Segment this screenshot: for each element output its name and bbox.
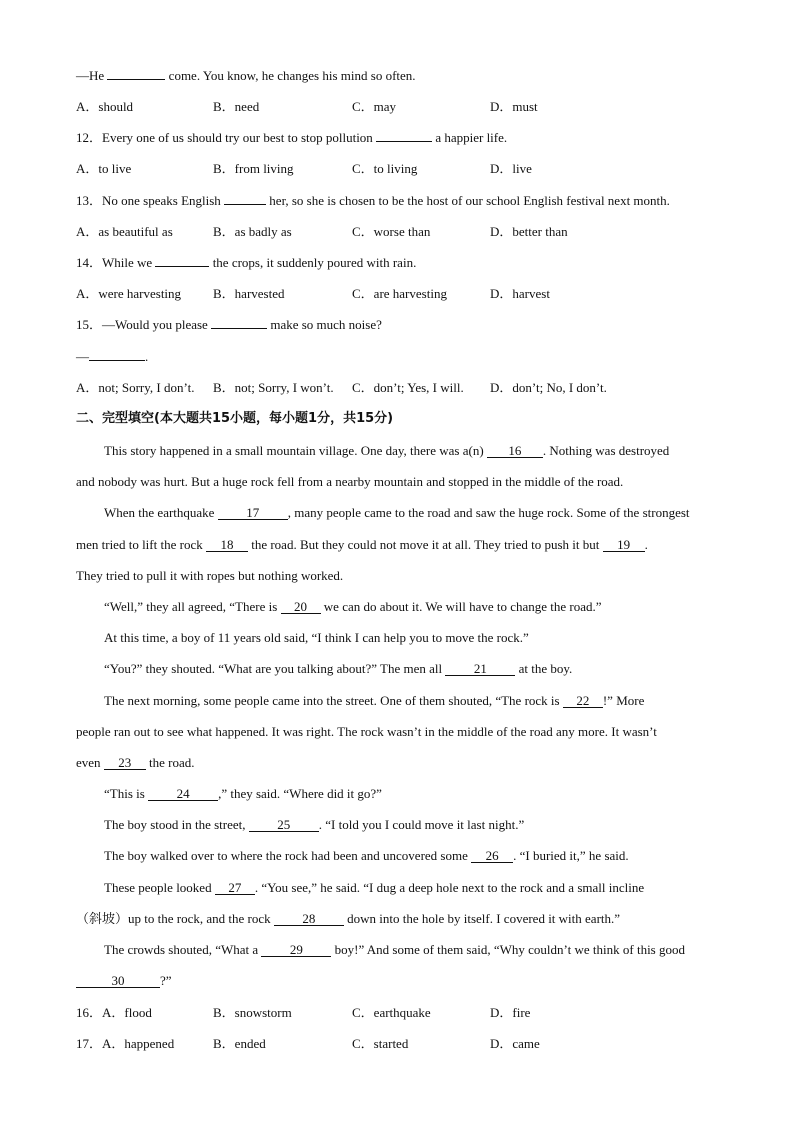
q13-option-c[interactable]: C．worse than [352, 224, 431, 239]
q15-option-b[interactable]: B．not; Sorry, I won’t. [213, 380, 334, 395]
passage-text: The boy walked over to where the rock had been and uncovered some [104, 848, 468, 863]
q11-dialog-after: come. You know, he changes his mind so often. [168, 68, 416, 83]
passage-text: the road. [149, 755, 195, 770]
passage-text: . “I buried it,” he said. [513, 848, 629, 863]
blank-21: 21 [445, 662, 515, 676]
q12-blank [376, 141, 432, 142]
q15-reply-after: . [145, 349, 149, 364]
passage-line [104, 942, 685, 958]
q14-option-c[interactable]: C．are harvesting [352, 286, 447, 301]
q15-stem [76, 317, 382, 333]
passage-line [76, 568, 343, 584]
passage-line [104, 817, 524, 833]
passage-line [76, 474, 623, 490]
passage-line [76, 911, 620, 927]
q14-stem-before: 14．While we [76, 255, 153, 270]
q14-option-b[interactable]: B．harvested [213, 286, 285, 301]
passage-text: ?” [160, 973, 172, 988]
blank-22: 22 [563, 694, 603, 708]
q15-stem-before: 15．—Would you please [76, 317, 208, 332]
q17-option-b[interactable]: B．ended [213, 1036, 266, 1051]
passage-line [104, 443, 669, 459]
q17-option-c[interactable]: C．started [352, 1036, 409, 1051]
passage-line [104, 880, 644, 896]
q11-dialog [76, 68, 416, 84]
passage-line [76, 755, 195, 771]
q15-option-d[interactable]: D．don’t; No, I don’t. [490, 380, 607, 395]
passage-line [104, 848, 629, 864]
passage-text: The next morning, some people came into the street. One of them shouted, “The rock is [104, 693, 560, 708]
passage-line [104, 786, 382, 802]
q12-option-d[interactable]: D．live [490, 161, 532, 176]
q16-option-c[interactable]: C．earthquake [352, 1005, 431, 1020]
passage-text: men tried to lift the rock [76, 537, 203, 552]
passage-text: . Nothing was destroyed [542, 443, 670, 458]
q11-option-a[interactable]: A．should [76, 99, 134, 114]
q13-stem-after: her, so she is chosen to be the host of our school English festival next month. [269, 193, 670, 208]
blank-29: 29 [261, 943, 331, 957]
q17-option-d[interactable]: D．came [490, 1036, 540, 1051]
q15-reply [76, 349, 148, 365]
passage-line [104, 661, 572, 677]
q12-stem [76, 130, 507, 146]
blank-18: 18 [206, 538, 248, 552]
passage-text: down into the hole by itself. I covered it with earth.” [347, 911, 621, 926]
passage-text: “This is [104, 786, 145, 801]
passage-text: we can do about it. We will have to change the road.” [323, 599, 602, 614]
passage-text: and nobody was hurt. But a huge rock fell from a nearby mountain and stopped in the middle of the road. [76, 474, 624, 489]
passage-text: The crowds shouted, “What a [104, 942, 259, 957]
blank-27: 27 [215, 881, 255, 895]
passage-text: The boy stood in the street, [104, 817, 246, 832]
blank-26: 26 [471, 849, 513, 863]
passage-line [104, 630, 529, 646]
passage-text: . “I told you I could move it last night.” [318, 817, 525, 832]
passage-text: boy!” And some of them said, “Why couldn’t we think of this good [334, 942, 685, 957]
q15-blank-1 [211, 328, 267, 329]
passage-line [104, 505, 690, 521]
passage-text: . [644, 537, 648, 552]
q13-option-a[interactable]: A．as beautiful as [76, 224, 173, 239]
passage-text: . “You see,” he said. “I dug a deep hole next to the rock and a small incline [254, 880, 645, 895]
passage-line [76, 724, 657, 740]
q14-stem [76, 255, 416, 271]
q16-option-b[interactable]: B．snowstorm [213, 1005, 292, 1020]
q15-option-c[interactable]: C．don’t; Yes, I will. [352, 380, 464, 395]
q11-blank [107, 79, 165, 80]
passage-text: at the boy. [518, 661, 573, 676]
passage-text: They tried to pull it with ropes but nothing worked. [76, 568, 344, 583]
blank-24: 24 [148, 787, 218, 801]
section-heading: 二、完型填空(本大题共15小题，每小题1分，共15分) [76, 411, 394, 426]
blank-19: 19 [603, 538, 645, 552]
q14-stem-after: the crops, it suddenly poured with rain. [212, 255, 417, 270]
q13-stem [76, 193, 670, 209]
passage-text: When the earthquake [104, 505, 215, 520]
blank-30: 30 [76, 974, 160, 988]
passage-text: , many people came to the road and saw the huge rock. Some of the strongest [287, 505, 690, 520]
passage-text: “You?” they shouted. “What are you talking about?” The men all [104, 661, 443, 676]
passage-line [104, 599, 602, 615]
q12-stem-after: a happier life. [435, 130, 508, 145]
q13-stem-before: 13．No one speaks English [76, 193, 221, 208]
passage-text: “Well,” they all agreed, “There is [104, 599, 278, 614]
passage-text: the road. But they could not move it at all. They tried to push it but [251, 537, 600, 552]
blank-25: 25 [249, 818, 319, 832]
q16-option-a[interactable]: 16．A．flood [76, 1005, 152, 1020]
q11-option-d[interactable]: D．must [490, 99, 538, 114]
q15-reply-before: — [76, 349, 89, 364]
passage-text: people ran out to see what happened. It was right. The rock wasn’t in the middle of the road any more. It wasn’t [76, 724, 657, 739]
blank-20: 20 [281, 600, 321, 614]
q17-option-a[interactable]: 17．A．happened [76, 1036, 175, 1051]
q11-option-b[interactable]: B．need [213, 99, 260, 114]
passage-text: even [76, 755, 101, 770]
q14-option-a[interactable]: A．were harvesting [76, 286, 182, 301]
q14-option-d[interactable]: D．harvest [490, 286, 550, 301]
q11-dialog-before: —He [76, 68, 105, 83]
passage-line [76, 973, 172, 989]
blank-23: 23 [104, 756, 146, 770]
q12-option-b[interactable]: B．from living [213, 161, 294, 176]
passage-text: !” More [602, 693, 645, 708]
passage-text: This story happened in a small mountain village. One day, there was a(n) [104, 443, 484, 458]
passage-text: ,” they said. “Where did it go?” [218, 786, 382, 801]
q13-option-d[interactable]: D．better than [490, 224, 568, 239]
q14-blank [155, 266, 209, 267]
blank-28: 28 [274, 912, 344, 926]
q12-stem-before: 12．Every one of us should try our best to stop pollution [76, 130, 373, 145]
q15-stem-after: make so much noise? [270, 317, 382, 332]
q11-option-c[interactable]: C．may [352, 99, 397, 114]
passage-text: These people looked [104, 880, 212, 895]
q12-option-c[interactable]: C．to living [352, 161, 418, 176]
blank-17: 17 [218, 506, 288, 520]
q15-option-a[interactable]: A．not; Sorry, I don’t. [76, 380, 195, 395]
blank-16: 16 [487, 444, 543, 458]
q13-option-b[interactable]: B．as badly as [213, 224, 292, 239]
q15-blank-2 [89, 360, 145, 361]
passage-line [76, 537, 648, 553]
q13-blank [224, 204, 266, 205]
q16-option-d[interactable]: D．fire [490, 1005, 531, 1020]
passage-line [104, 693, 644, 709]
passage-text: （斜坡）up to the rock, and the rock [76, 911, 271, 926]
q12-option-a[interactable]: A．to live [76, 161, 132, 176]
passage-text: At this time, a boy of 11 years old said, “I think I can help you to move the rock.” [104, 630, 529, 645]
